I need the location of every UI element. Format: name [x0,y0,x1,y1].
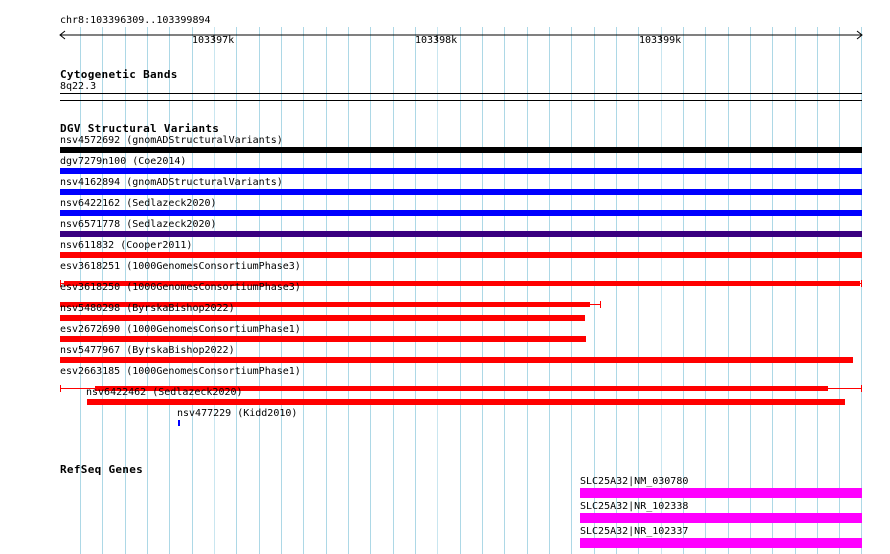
grid-line [549,27,550,554]
grid-line [415,27,416,554]
variant-label[interactable]: esv3618250 (1000GenomesConsortiumPhase3) [60,282,301,293]
variant-feature[interactable] [60,189,862,195]
grid-line [460,27,461,554]
variant-feature[interactable] [60,231,862,237]
grid-line [482,27,483,554]
refseq-track-title: RefSeq Genes [60,463,144,476]
gene-feature[interactable] [580,513,862,523]
variant-feature[interactable] [60,210,862,216]
grid-line [348,27,349,554]
grid-line [772,27,773,554]
ruler-tick-label: 103398k [415,35,458,46]
variant-label[interactable]: nsv5480298 (ByrskaBishop2022) [60,303,235,314]
grid-line [705,27,706,554]
variant-label[interactable]: nsv6422162 (Sedlazeck2020) [60,198,217,209]
variant-feature[interactable] [60,147,862,153]
gene-label[interactable]: SLC25A32|NR_102337 [580,526,689,537]
variant-label[interactable]: dgv7279n100 (Coe2014) [60,156,187,167]
grid-line [683,27,684,554]
grid-line [795,27,796,554]
gene-feature[interactable] [580,538,862,548]
grid-line [571,27,572,554]
cytoband-bottom-line [60,100,862,101]
variant-feature[interactable] [87,399,845,405]
grid-line [839,27,840,554]
grid-line [616,27,617,554]
variant-label[interactable]: esv2672690 (1000GenomesConsortiumPhase1) [60,324,301,335]
grid-line [326,27,327,554]
grid-line [750,27,751,554]
variant-label[interactable]: esv3618251 (1000GenomesConsortiumPhase3) [60,261,301,272]
locus-label: chr8:103396309..103399894 [60,15,211,26]
gene-label[interactable]: SLC25A32|NR_102338 [580,501,689,512]
grid-line [527,27,528,554]
variant-feature[interactable] [60,315,585,321]
variant-label[interactable]: esv2663185 (1000GenomesConsortiumPhase1) [60,366,301,377]
grid-line [504,27,505,554]
variant-label[interactable]: nsv477229 (Kidd2010) [177,408,298,419]
variant-feature[interactable] [60,293,602,300]
variant-label[interactable]: nsv6571778 (Sedlazeck2020) [60,219,217,230]
variant-label[interactable]: nsv4572692 (gnomADStructuralVariants) [60,135,283,146]
variant-feature[interactable] [60,168,862,174]
grid-line [728,27,729,554]
variant-feature[interactable] [60,272,862,279]
variant-label[interactable]: nsv611832 (Cooper2011) [60,240,193,251]
variant-feature[interactable] [60,377,863,384]
grid-line [638,27,639,554]
ruler-tick-label: 103399k [639,35,682,46]
dgv-track-title: DGV Structural Variants [60,122,220,135]
grid-line [303,27,304,554]
grid-line [370,27,371,554]
grid-line [437,27,438,554]
variant-feature[interactable] [178,420,180,426]
grid-line [594,27,595,554]
cytoband-top-line [60,93,862,94]
gene-label[interactable]: SLC25A32|NM_030780 [580,476,689,487]
grid-line [661,27,662,554]
grid-line [861,27,862,554]
variant-label[interactable]: nsv5477967 (ByrskaBishop2022) [60,345,235,356]
cytoband-track-title: Cytogenetic Bands [60,68,178,81]
variant-label[interactable]: nsv4162894 (gnomADStructuralVariants) [60,177,283,188]
variant-label[interactable]: nsv6422462 (Sedlazeck2020) [86,387,243,398]
variant-feature[interactable] [60,336,586,342]
variant-feature[interactable] [60,252,862,258]
grid-line [393,27,394,554]
gene-feature[interactable] [580,488,862,498]
ruler-tick-label: 103397k [192,35,235,46]
variant-feature[interactable] [60,357,853,363]
cytoband-label: 8q22.3 [60,81,97,92]
grid-line [817,27,818,554]
